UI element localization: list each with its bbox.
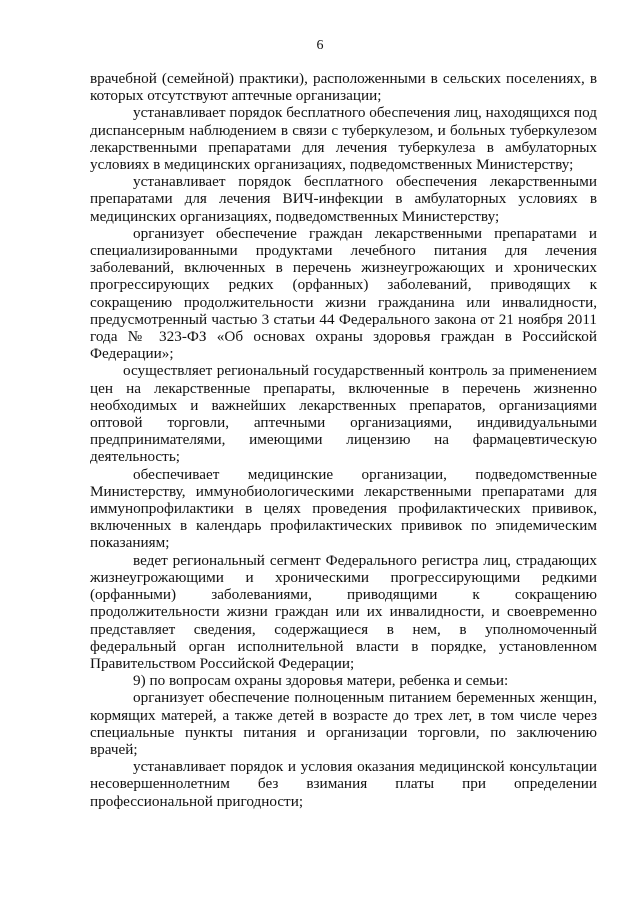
paragraph: устанавливает порядок бесплатного обеспечения лиц, находящихся под диспансерным наблюдением в связи с туберкулезом, и больных туберкулезом лекарственными препаратами для лечения туберкулеза в амбулаторных условиях в медицинских организациях, подведомственных Министерству; (90, 104, 597, 174)
paragraph: 9) по вопросам охраны здоровья матери, ребенка и семьи: (133, 672, 509, 690)
paragraph: врачебной (семейной) практики), расположенными в сельских поселениях, в которых отсутствуют аптечные организации; (90, 70, 597, 105)
paragraph: устанавливает порядок и условия оказания медицинской консультации несовершеннолетним без взимания платы при определении профессиональной пригодности; (90, 758, 597, 810)
document-body (90, 70, 597, 810)
paragraph: организует обеспечение граждан лекарственными препаратами и специализированными продуктами лечебного питания для лечения заболеваний, включенных в перечень жизнеугрожающих и хронических прогрессирующих редких (орфанных) заболеваний, приводящих к сокращению продолжительности жизни гражданина или инвалидности, предусмотренный частью 3 статьи 44 Федерального закона от 21 ноября 2011 года № 323-ФЗ «Об основах охраны здоровья граждан в Российской Федерации»; (90, 224, 597, 363)
paragraph: ведет региональный сегмент Федерального регистра лиц, страдающих жизнеугрожающими и хроническими прогрессирующими редкими (орфанными) заболеваниями, приводящими к сокращению продолжительности жизни граждан или их инвалидности, и своевременно представляет сведения, содержащиеся в нем, в уполномоченный федеральный орган исполнительной власти в порядке, установленном Правительством Российской Федерации; (90, 551, 597, 672)
page-number: 6 (316, 38, 324, 53)
paragraph: осуществляет региональный государственный контроль за применением цен на лекарственные препараты, включенные в перечень жизненно необходимых и важнейших лекарственных препаратов, организациями оптовой торговли, аптечными организациями, индивидуальными предпринимателями, имеющими лицензию на фармацевтическую деятельность; (90, 362, 597, 466)
paragraph: организует обеспечение полноценным питанием беременных женщин, кормящих матерей, а также детей в возрасте до трех лет, в том числе через специальные пункты питания и организации торговли, по заключению врачей; (90, 689, 597, 758)
paragraph: устанавливает порядок бесплатного обеспечения лекарственными препаратами для лечения ВИЧ-инфекции в амбулаторных условиях в медицинских организациях, подведомственных Министерству; (90, 173, 597, 225)
paragraph: обеспечивает медицинские организации, подведомственные Министерству, иммунобиологическими лекарственными препаратами для иммунопрофилактики в целях проведения профилактических прививок, включенных в календарь профилактических прививок по эпидемическим показаниям; (90, 465, 597, 552)
